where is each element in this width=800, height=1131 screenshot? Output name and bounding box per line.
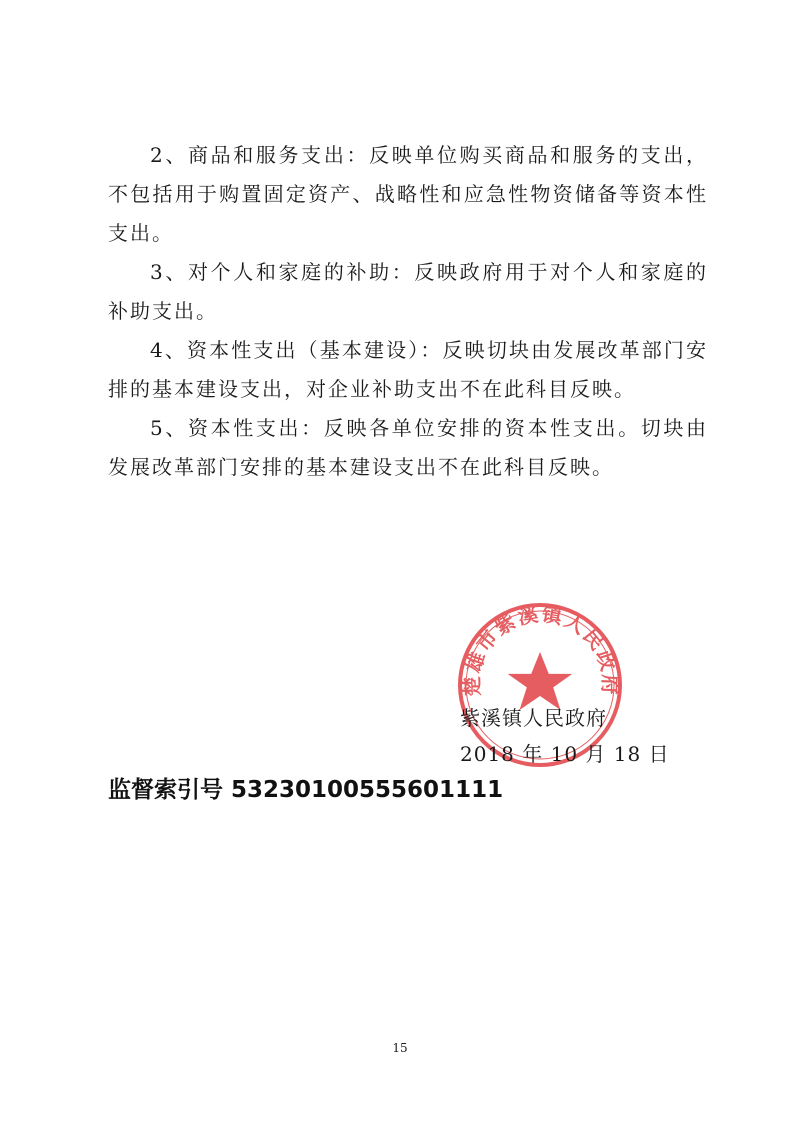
paragraph-household-subsidy: 3、对个人和家庭的补助：反映政府用于对个人和家庭的补助支出。 xyxy=(108,260,708,323)
paragraph-capital-construction: 4、资本性支出（基本建设）：反映切块由发展改革部门安排的基本建设支出，对企业补助支出不在此科目反映。 xyxy=(108,338,708,401)
signature-date: 2018 年 10 月 18 日 xyxy=(460,742,670,766)
supervision-index xyxy=(108,772,503,808)
supervision-index-number: 53230100555601111 xyxy=(231,777,504,803)
svg-text:楚雄市紫溪镇人民政府: 楚雄市紫溪镇人民政府 xyxy=(459,601,623,697)
paragraph-goods-services: 2、商品和服务支出：反映单位购买商品和服务的支出，不包括用于购置固定资产、战略性和应急性物资储备等资本性支出。 xyxy=(108,143,708,245)
document-body xyxy=(108,136,708,487)
paragraph-capital-expenditure: 5、资本性支出：反映各单位安排的资本性支出。切块由发展改革部门安排的基本建设支出不在此科目反映。 xyxy=(108,416,708,479)
signature-organization: 紫溪镇人民政府 xyxy=(460,706,607,730)
supervision-index-label: 监督索引号 xyxy=(108,777,223,803)
page-number: 15 xyxy=(392,1041,408,1055)
